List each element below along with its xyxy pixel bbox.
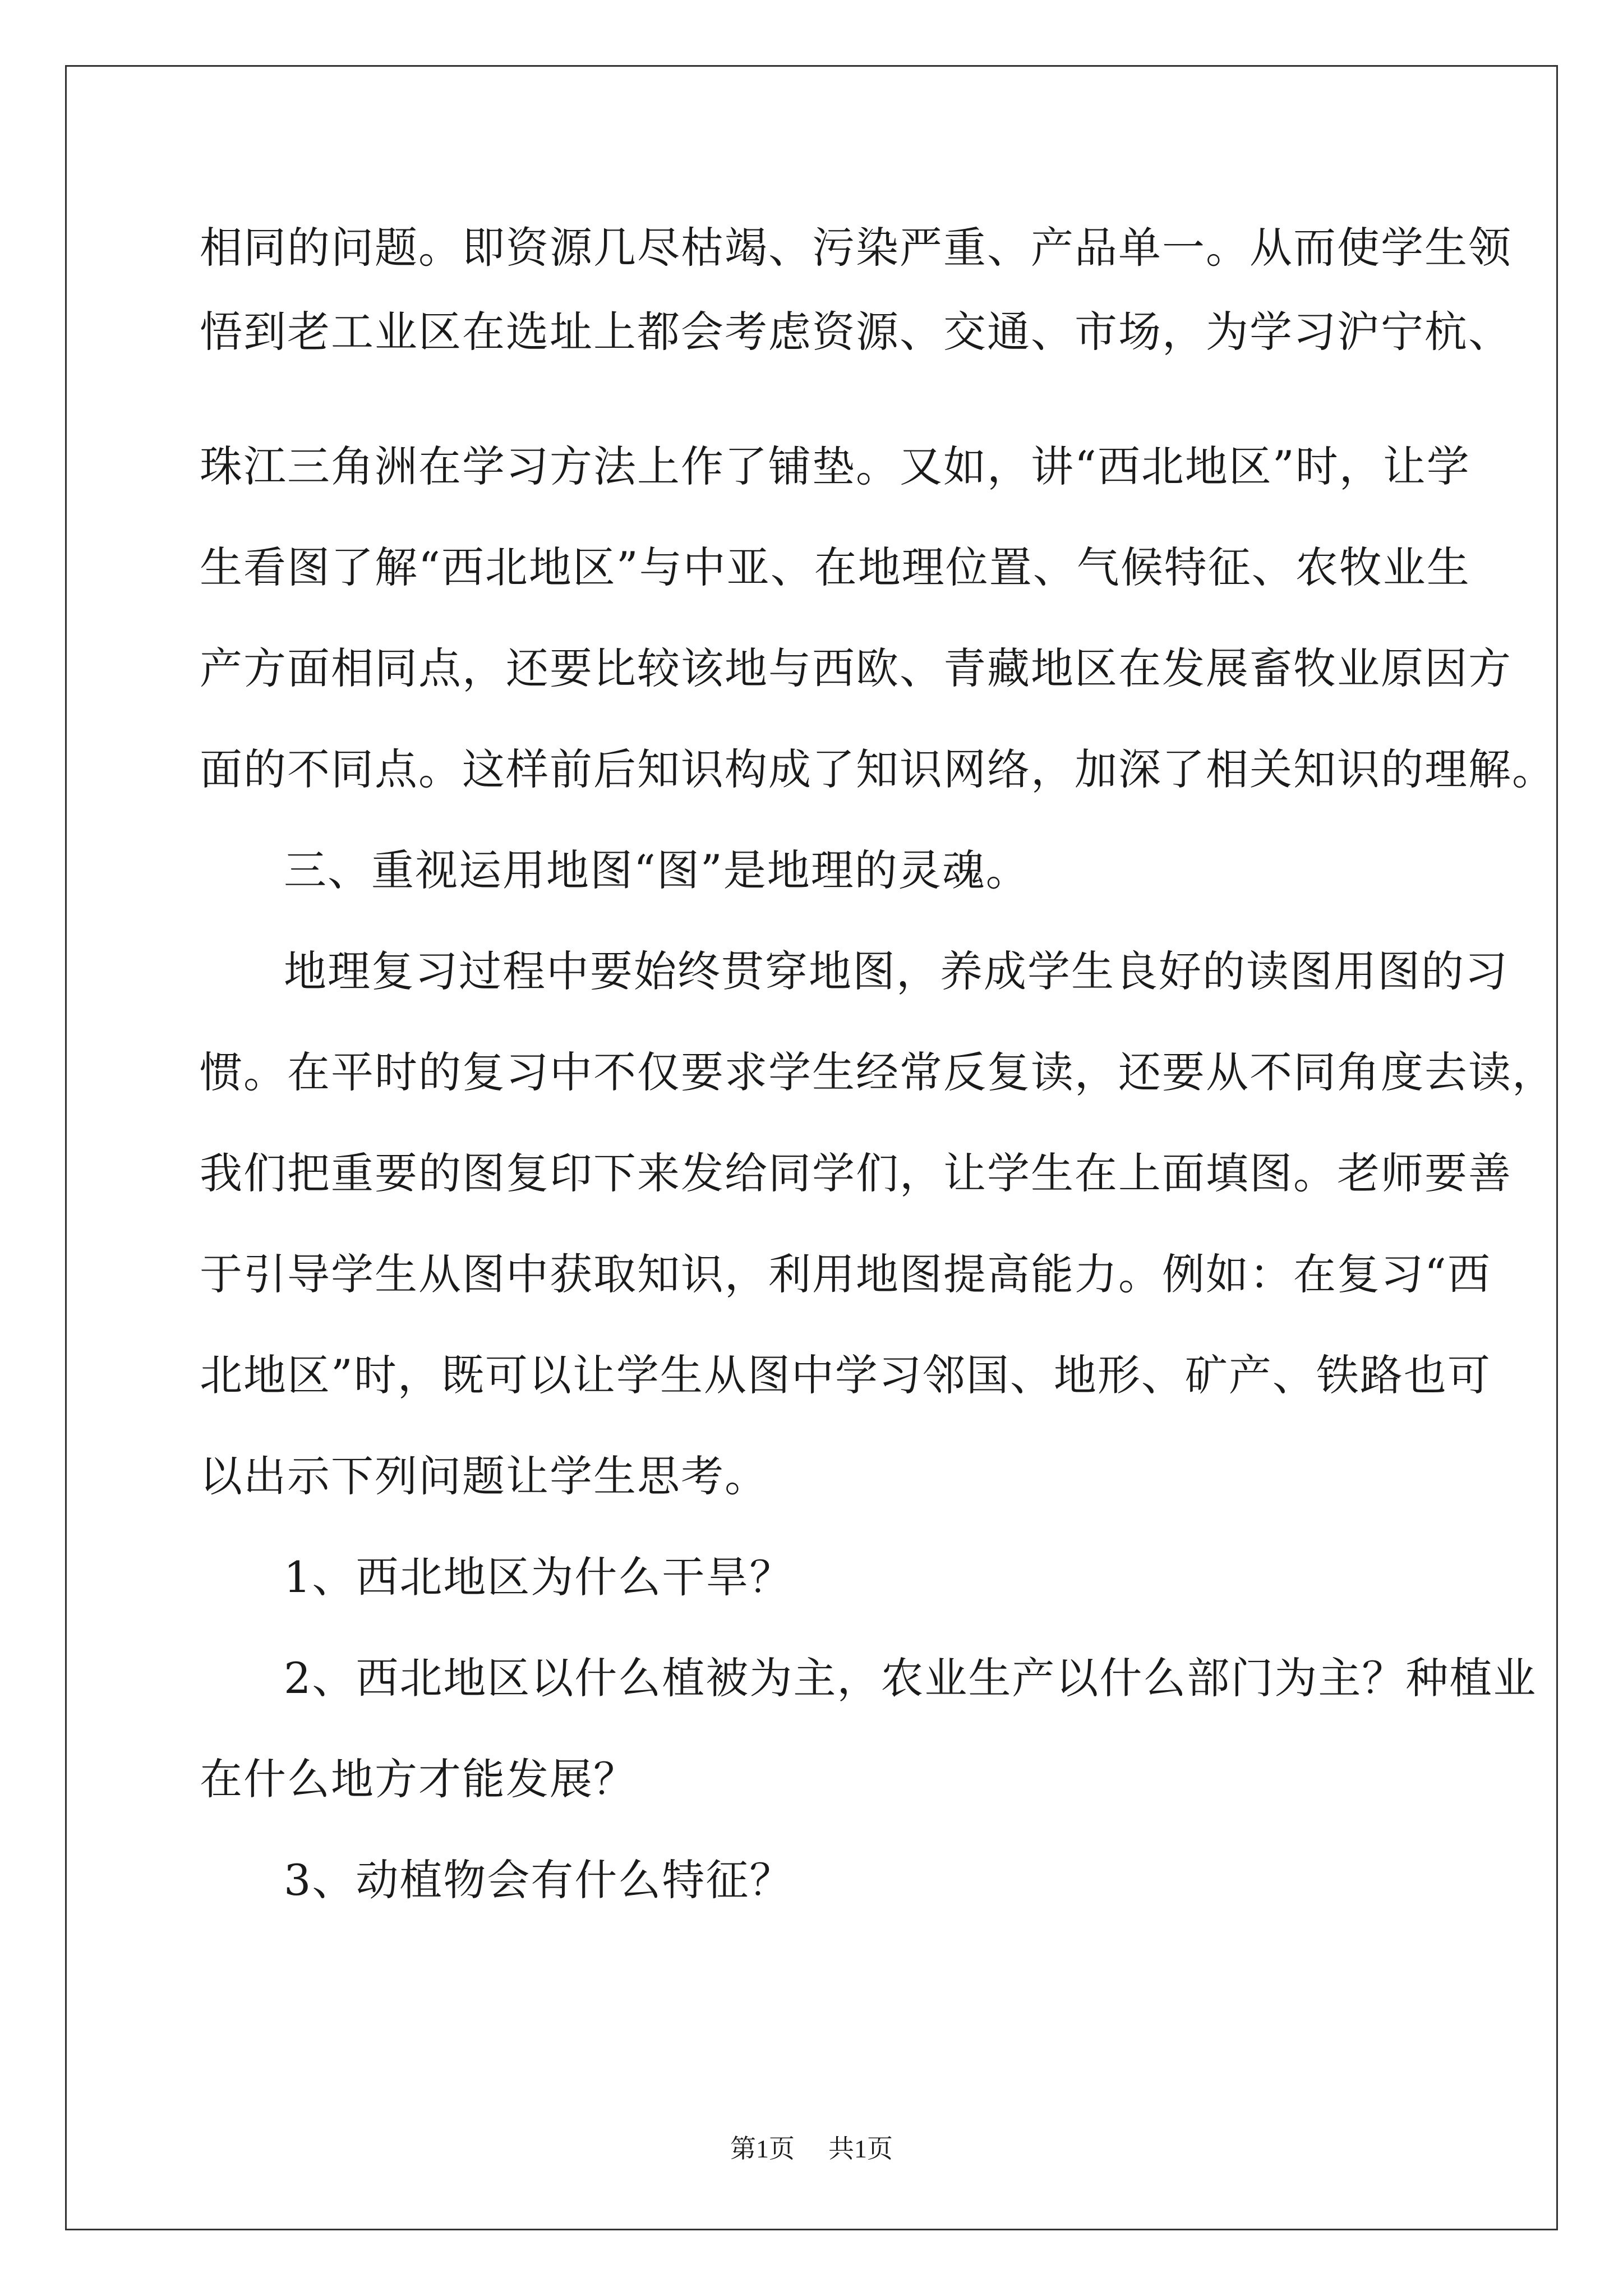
paragraph-line: 惯。在平时的复习中不仅要求学生经常反复读，还要从不同角度去读， [200, 1047, 1556, 1097]
question-3: 3、动植物会有什么特征？ [284, 1855, 794, 1905]
section-heading: 三、重视运用地图“图”是地理的灵魂。 [284, 845, 1030, 895]
paragraph-line: 我们把重要的图复印下来发给同学们，让学生在上面填图。老师要善 [200, 1148, 1512, 1198]
paragraph-line: 北地区”时，既可以让学生从图中学习邻国、地形、矿产、铁路也可 [200, 1350, 1491, 1400]
paragraph-line: 相同的问题。即资源几尽枯竭、污染严重、产品单一。从而使学生领 [200, 223, 1512, 273]
question-2: 2、西北地区以什么植被为主，农业生产以什么部门为主？种植业 [284, 1653, 1537, 1703]
page-border [65, 65, 1558, 2230]
paragraph-line: 面的不同点。这样前后知识构成了知识网络，加深了相关知识的理解。 [200, 744, 1556, 794]
paragraph-line: 以出示下列问题让学生思考。 [200, 1451, 768, 1501]
paragraph-line: 地理复习过程中要始终贯穿地图，养成学生良好的读图用图的习 [284, 946, 1509, 996]
page-footer [0, 2128, 1623, 2165]
paragraph-line: 于引导学生从图中获取知识，利用地图提高能力。例如：在复习“西 [200, 1249, 1491, 1299]
paragraph-line: 产方面相同点，还要比较该地与西欧、青藏地区在发展畜牧业原因方 [200, 643, 1512, 693]
page-number: 第1页 [730, 2134, 795, 2163]
paragraph-line: 生看图了解“西北地区”与中亚、在地理位置、气候特征、农牧业生 [200, 542, 1470, 592]
question-1: 1、西北地区为什么干旱？ [284, 1552, 794, 1602]
paragraph-line: 悟到老工业区在选址上都会考虑资源、交通、市场，为学习沪宁杭、 [200, 307, 1512, 357]
page-total: 共1页 [828, 2134, 893, 2163]
paragraph-line: 珠江三角洲在学习方法上作了铺垫。又如，讲“西北地区”时，让学 [200, 441, 1470, 491]
question-2-continued: 在什么地方才能发展？ [200, 1754, 637, 1804]
